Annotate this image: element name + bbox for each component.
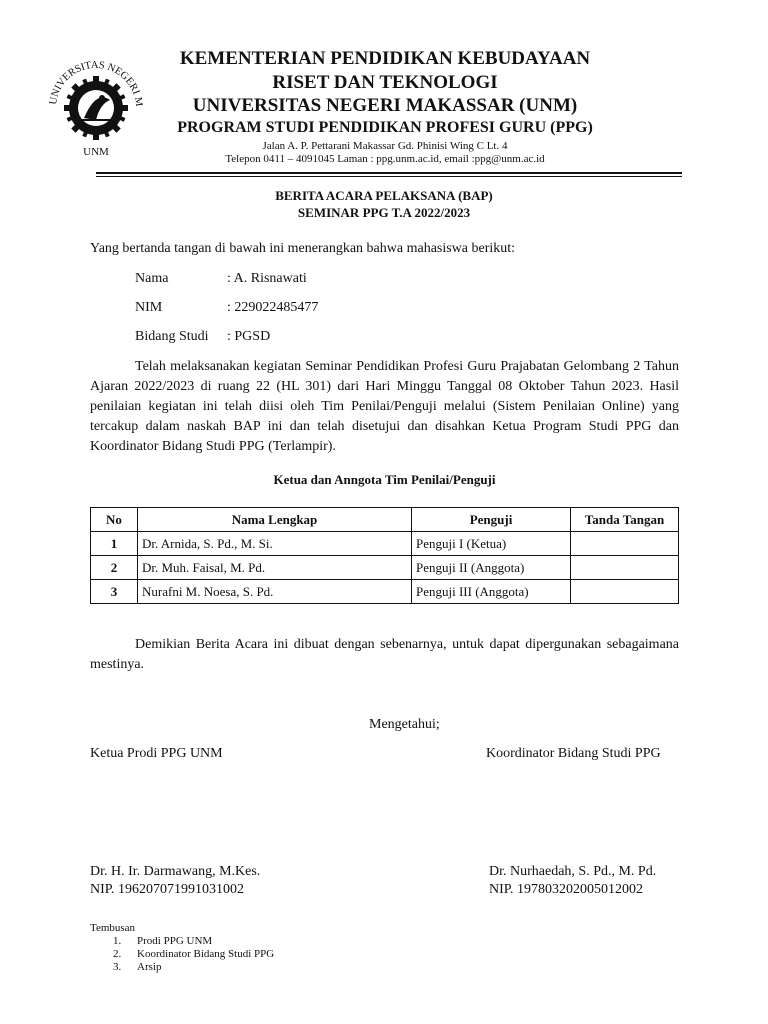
column-header-nama: Nama Lengkap — [138, 508, 412, 532]
tembusan-item: Koordinator Bidang Studi PPG — [137, 948, 275, 960]
intro-text: Yang bertanda tangan di bawah ini menerangkan bahwa mahasiswa berikut: — [90, 241, 516, 256]
tembusan-label: Tembusan — [90, 922, 136, 934]
examiner-table — [90, 507, 679, 604]
signature-cell — [571, 556, 679, 580]
tembusan-number: 3. — [113, 961, 122, 973]
seal-ring-text: UNIVERSITAS NEGERI M — [48, 59, 145, 108]
tembusan-number: 2. — [113, 948, 122, 960]
column-header-no: No — [91, 508, 138, 532]
header-program: PROGRAM STUDI PENDIDIKAN PROFESI GURU (PPG) — [177, 119, 593, 136]
field-value-nim: : 229022485477 — [227, 300, 319, 315]
examiner-name: Dr. Muh. Faisal, M. Pd. — [138, 556, 412, 580]
table-row — [91, 556, 679, 580]
document-title: BERITA ACARA PELAKSANA (BAP) — [275, 188, 493, 203]
seal-abbr: UNM — [83, 146, 109, 158]
signature-cell — [571, 532, 679, 556]
right-signatory-role: Koordinator Bidang Studi PPG — [486, 746, 661, 761]
row-number: 3 — [91, 580, 138, 604]
field-value-nama: : A. Risnawati — [227, 271, 307, 286]
header-divider — [96, 172, 682, 174]
left-signatory-nip: NIP. 196207071991031002 — [90, 882, 245, 897]
row-number: 1 — [91, 532, 138, 556]
column-header-tanda-tangan: Tanda Tangan — [571, 508, 679, 532]
table-row — [91, 532, 679, 556]
tembusan-item: Prodi PPG UNM — [137, 935, 213, 947]
field-label-nim: NIM — [135, 300, 163, 315]
header-ministry: KEMENTERIAN PENDIDIKAN KEBUDAYAAN — [179, 48, 591, 69]
header-divider-thin — [96, 176, 682, 177]
right-signatory-nip: NIP. 197803202005012002 — [489, 882, 644, 897]
header-contact: Telepon 0411 – 4091045 Laman : ppg.unm.ac.id, email :ppg@unm.ac.id — [225, 153, 545, 165]
row-number: 2 — [91, 556, 138, 580]
unm-seal-icon — [40, 42, 150, 160]
document-subtitle: SEMINAR PPG T.A 2022/2023 — [297, 205, 471, 220]
field-value-bidang-studi: : PGSD — [227, 329, 271, 344]
body-paragraph: Telah melaksanakan kegiatan Seminar Pendidikan Profesi Guru Prajabatan Gelombang 2 Tahun Ajaran 2022/2023 di ruang 22 (HL 301) dari Hari Minggu Tanggal 08 Oktober Tahun 2023. Hasil penilaian kegiatan ini telah diisi oleh Tim Penilai/Penguji melalui (Sistem Penilaian Online) yang tercakup dalam naskah BAP ini dan telah disetujui dan disahkan Ketua Program Studi PPG dan Koordinator Bidang Studi PPG (Terlampir). — [90, 359, 679, 454]
left-signatory-role: Ketua Prodi PPG UNM — [90, 746, 223, 761]
examiner-name: Dr. Arnida, S. Pd., M. Si. — [138, 532, 412, 556]
right-signatory-name: Dr. Nurhaedah, S. Pd., M. Pd. — [489, 864, 657, 879]
approval-label: Mengetahui; — [369, 717, 440, 732]
field-label-bidang-studi: Bidang Studi — [135, 329, 209, 344]
table-row — [91, 580, 679, 604]
header-research: RISET DAN TEKNOLOGI — [272, 72, 498, 93]
examiner-role: Penguji II (Anggota) — [412, 556, 571, 580]
examiner-role: Penguji III (Anggota) — [412, 580, 571, 604]
signature-cell — [571, 580, 679, 604]
table-header-row — [91, 508, 679, 532]
closing-paragraph: Demikian Berita Acara ini dibuat dengan sebenarnya, untuk dapat dipergunakan sebagaimana mestinya. — [90, 637, 679, 672]
column-header-penguji: Penguji — [412, 508, 571, 532]
header-university: UNIVERSITAS NEGERI MAKASSAR (UNM) — [192, 95, 578, 116]
tembusan-number: 1. — [113, 935, 122, 947]
unm-seal-graphic — [40, 42, 150, 160]
tembusan-item: Arsip — [137, 961, 162, 973]
examiner-name: Nurafni M. Noesa, S. Pd. — [138, 580, 412, 604]
table-caption: Ketua dan Anngota Tim Penilai/Penguji — [273, 472, 496, 487]
header-address: Jalan A. P. Pettarani Makassar Gd. Phinisi Wing C Lt. 4 — [262, 140, 508, 152]
field-label-nama: Nama — [135, 271, 169, 286]
left-signatory-name: Dr. H. Ir. Darmawang, M.Kes. — [90, 864, 261, 879]
examiner-role: Penguji I (Ketua) — [412, 532, 571, 556]
